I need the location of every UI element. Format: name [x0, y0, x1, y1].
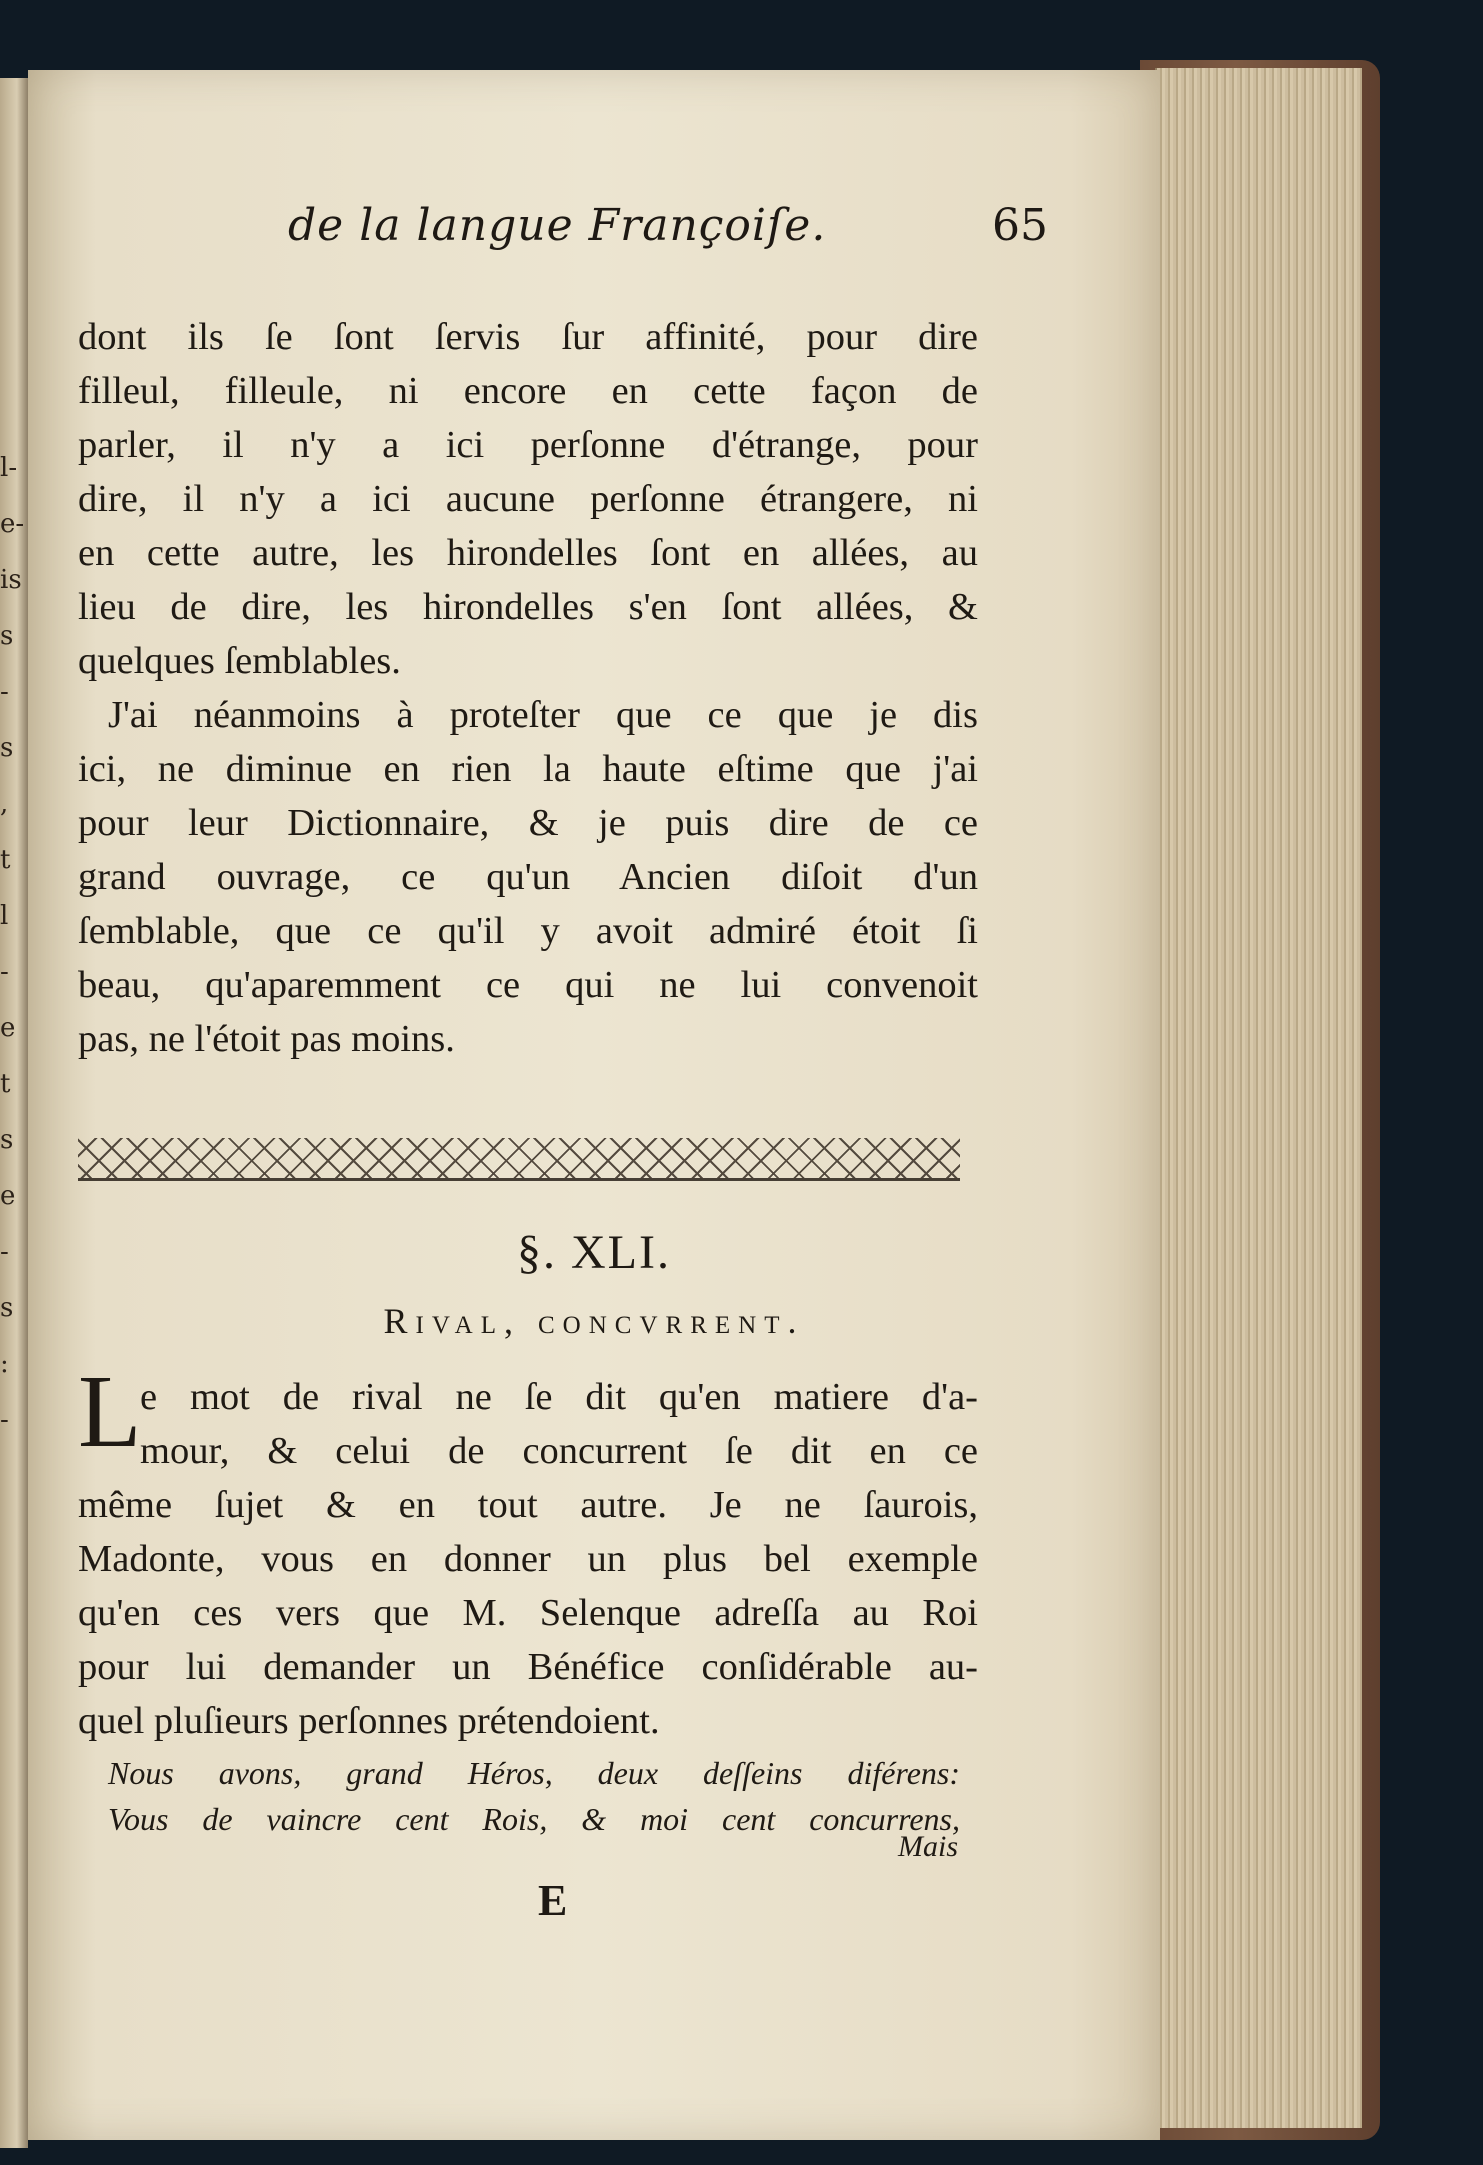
text-line: pour leur Dictionnaire, & je puis dire de ce [78, 802, 978, 844]
text-line: même ſujet & en tout autre. Je ne ſaurois, [78, 1484, 978, 1526]
margin-fragment: - [0, 677, 9, 707]
margin-fragment: l [0, 901, 9, 931]
text-line: dont ils ſe ſont ſervis ſur affinité, pour dire [78, 316, 978, 358]
margin-fragment: : [0, 1349, 9, 1379]
text-line: Madonte, vous en donner un plus bel exemple [78, 1538, 978, 1580]
margin-fragment: s [0, 1293, 14, 1323]
verse-quotation [108, 1750, 960, 1842]
ornamental-rule [78, 1138, 960, 1181]
margin-fragment: s [0, 621, 14, 651]
margin-fragment: is [0, 565, 22, 595]
text-line: quelques ſemblables. [78, 640, 401, 682]
paragraph-2 [78, 688, 978, 1066]
margin-fragment: s [0, 1125, 14, 1155]
margin-fragment: l- [0, 453, 18, 483]
margin-fragment: - [0, 1405, 9, 1435]
text-line: mour, & celui de concurrent ſe dit en ce [140, 1430, 978, 1472]
text-line: J'ai néanmoins à proteſter que ce que je dis [108, 694, 978, 736]
text-line: ici, ne diminue en rien la haute eſtime que j'ai [78, 748, 978, 790]
verse-line: Nous avons, grand Héros, deux deſſeins diférens: [108, 1755, 960, 1791]
section-title: Rival, concvrrent. [383, 1301, 805, 1341]
left-page-text-fragments [0, 440, 28, 1540]
text-line: en cette autre, les hirondelles ſont en allées, au [78, 532, 978, 574]
book-page [28, 70, 1160, 2140]
margin-fragment: t [0, 1069, 11, 1099]
text-line: ſemblable, que ce qu'il y avoit admiré étoit ſi [78, 910, 978, 952]
margin-fragment: e [0, 1013, 16, 1043]
running-head [288, 200, 1048, 270]
margin-fragment: - [0, 1237, 9, 1267]
text-line: lieu de dire, les hirondelles s'en ſont allées, & [78, 586, 978, 628]
drop-cap: L [78, 1354, 142, 1469]
text-line: beau, qu'aparemment ce qui ne lui convenoit [78, 964, 978, 1006]
text-line: pas, ne l'étoit pas moins. [78, 1018, 455, 1060]
running-title: de la langue Françoiſe. [288, 200, 827, 251]
text-line: e mot de rival ne ſe dit qu'en matiere d'a- [140, 1376, 978, 1418]
verse-line: Vous de vaincre cent Rois, & moi cent concurrens, [108, 1801, 960, 1837]
text-line: qu'en ces vers que M. Selenque adreſſa au Roi [78, 1592, 978, 1634]
paragraph-3-head [140, 1370, 978, 1424]
signature-mark: E [538, 1876, 568, 1925]
margin-fragment: e [0, 1181, 16, 1211]
paragraph-1 [78, 310, 978, 688]
page-block-edge [1155, 68, 1362, 2128]
text-line: grand ouvrage, ce qu'un Ancien diſoit d'un [78, 856, 978, 898]
text-line: parler, il n'y a ici perſonne d'étrange, pour [78, 424, 978, 466]
margin-fragment: s [0, 733, 14, 763]
paragraph-3 [78, 1478, 978, 1748]
margin-fragment: - [0, 957, 9, 987]
section-number: §. XLI. [517, 1226, 671, 1279]
margin-fragment: e- [0, 509, 25, 539]
paragraph-3-second [140, 1424, 978, 1478]
text-line: dire, il n'y a ici aucune perſonne étrangere, ni [78, 478, 978, 520]
margin-fragment: , [0, 789, 9, 819]
text-line: pour lui demander un Bénéfice conſidérable au- [78, 1646, 978, 1688]
catchword: Mais [898, 1830, 958, 1863]
text-line: quel pluſieurs perſonnes prétendoient. [78, 1700, 660, 1742]
text-line: filleul, filleule, ni encore en cette façon de [78, 370, 978, 412]
margin-fragment: t [0, 845, 11, 875]
page-number: 65 [992, 200, 1048, 251]
